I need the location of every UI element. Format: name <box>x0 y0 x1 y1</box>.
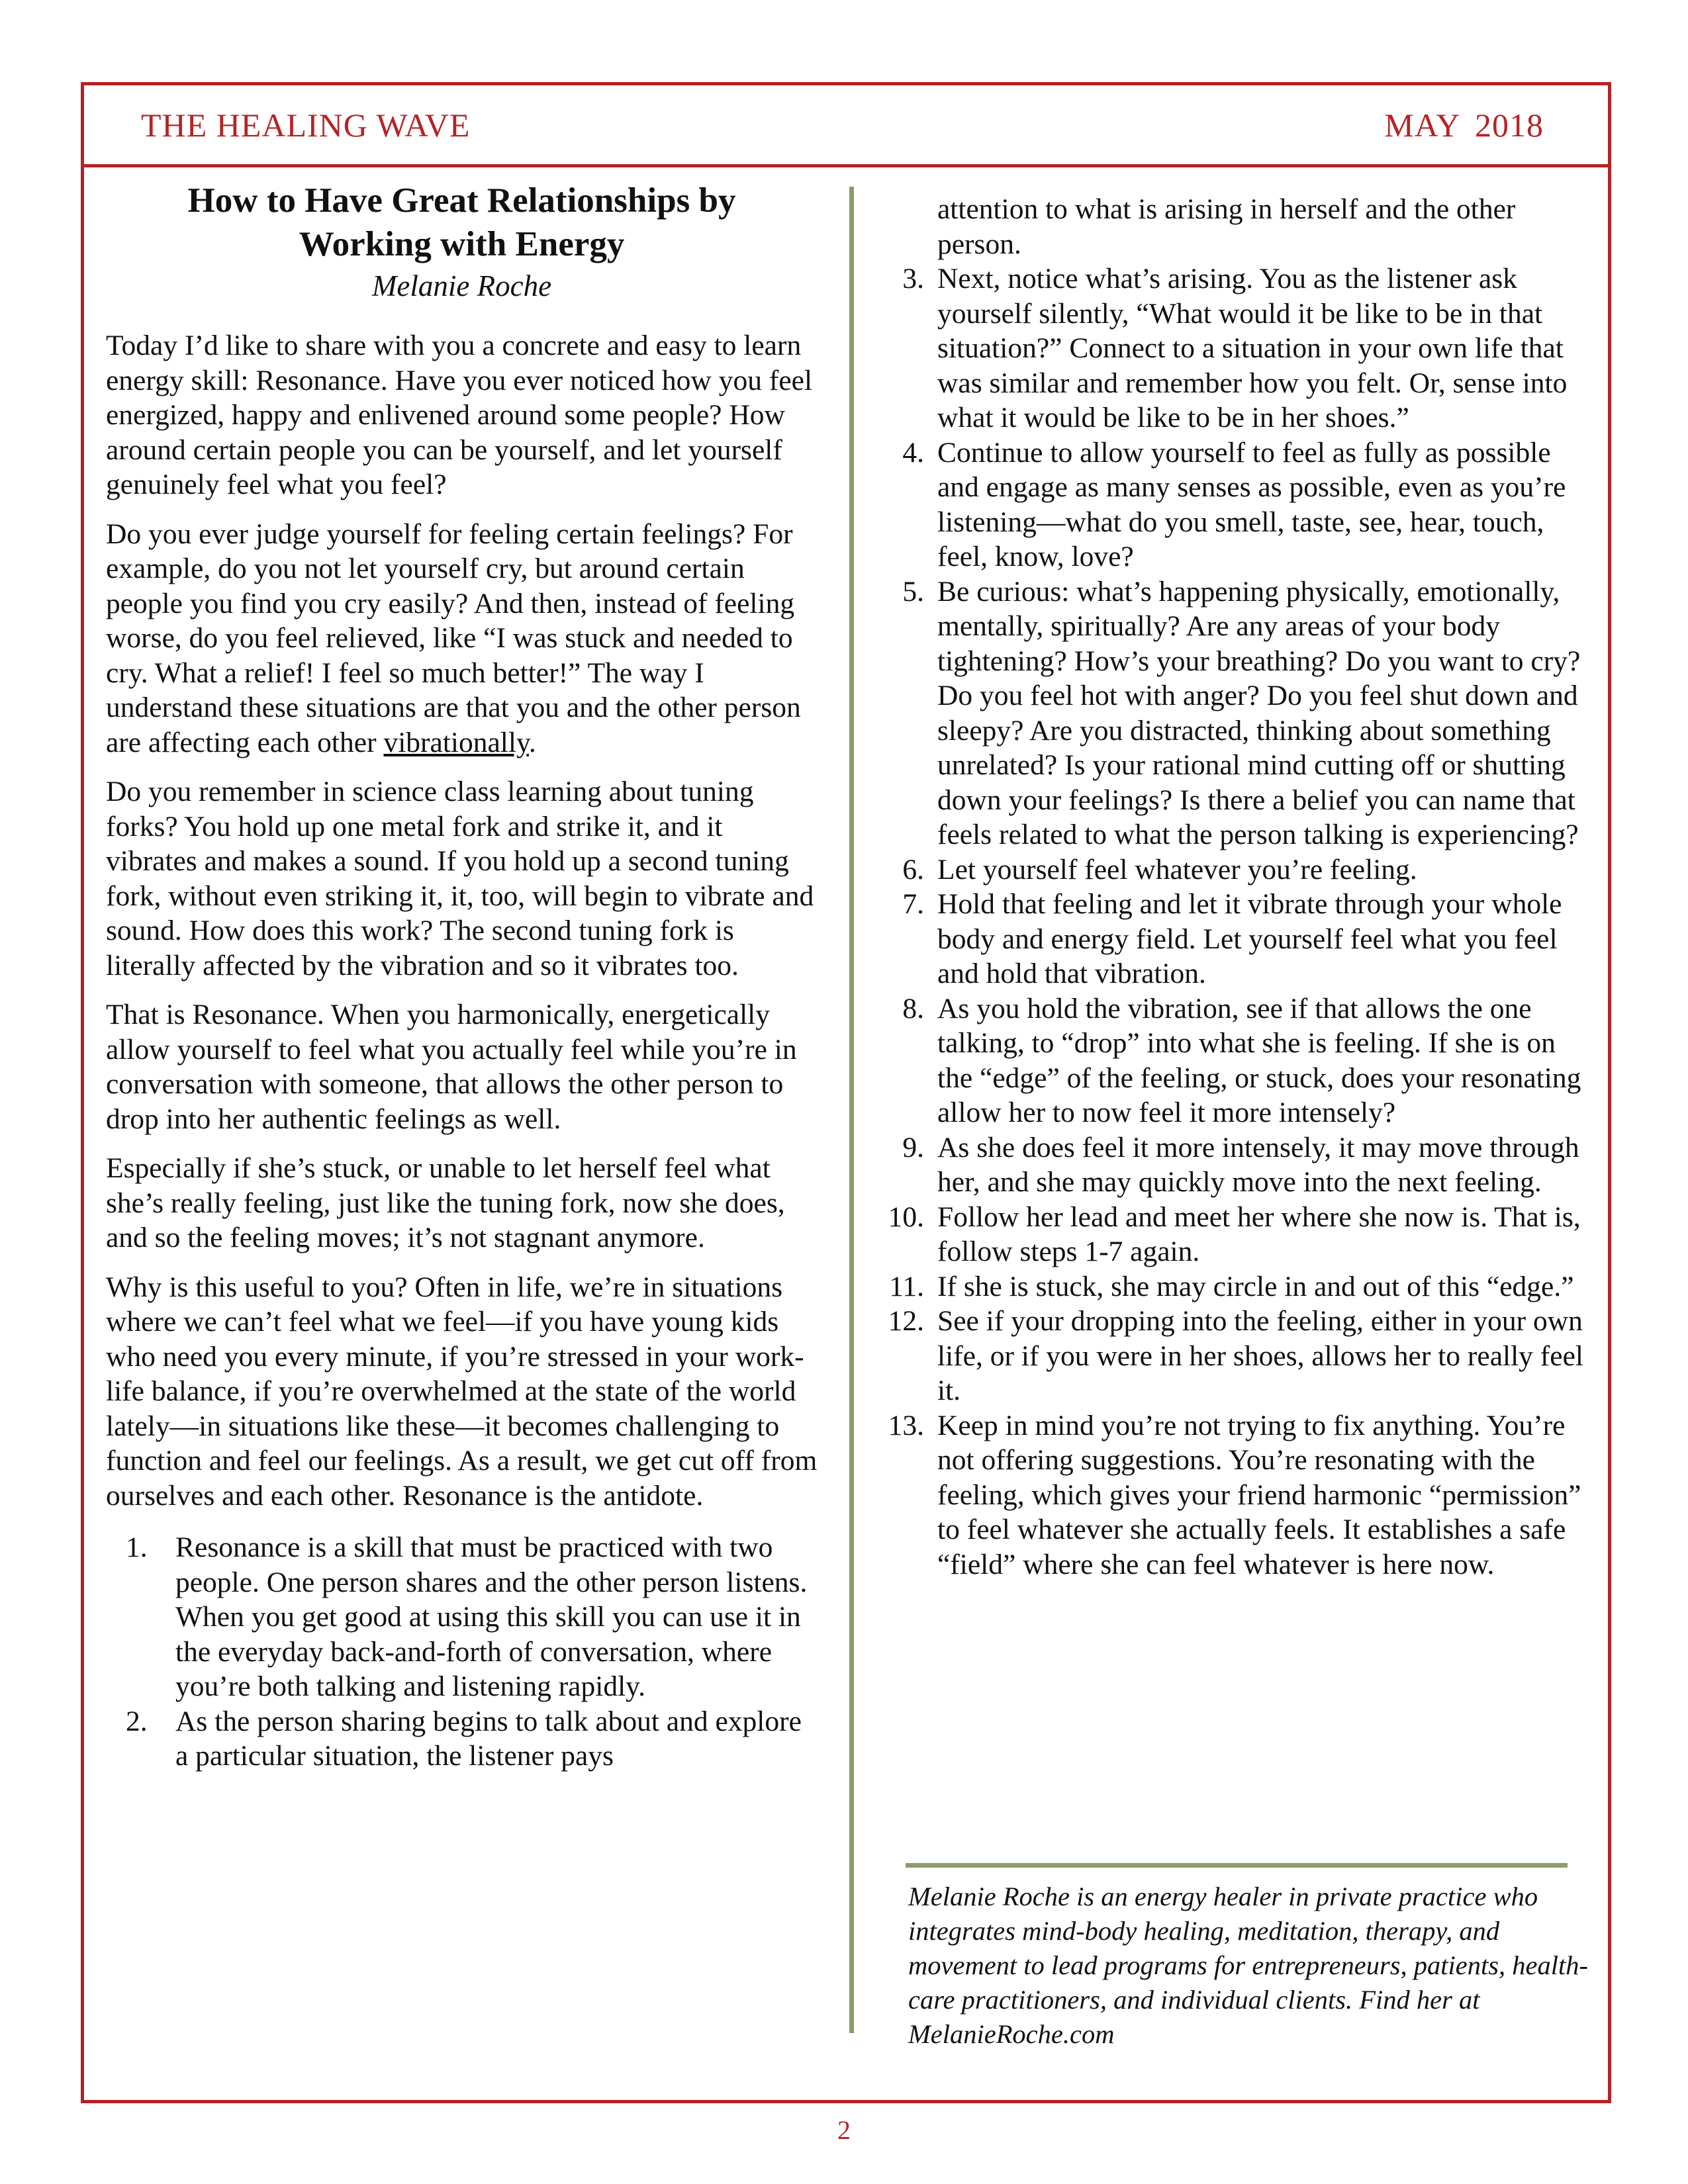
list-item <box>887 887 1589 991</box>
step-text: Resonance is a skill that must be practiced with two people. One person shares and the other person listens. When you get good at using this skill you can use it in the everyday back-and-forth of conversation, where you’re both talking and listening rapidly. <box>175 1531 808 1702</box>
step-text: If she is stuck, she may circle in and out of this “edge.” <box>937 1270 1574 1302</box>
paragraph-2 <box>106 517 818 760</box>
steps-list-right <box>887 261 1589 1582</box>
step-number: 9. <box>902 1131 924 1163</box>
list-item <box>887 991 1589 1130</box>
issue-date: MAY 2018 <box>1384 107 1544 144</box>
step-number: 10. <box>888 1201 924 1233</box>
step-number: 4. <box>902 436 924 469</box>
step-number: 1. <box>126 1531 148 1563</box>
list-item <box>106 1530 818 1704</box>
step-text: See if your dropping into the feeling, either in your own life, or if you were in her shoes, allows her to really feel it. <box>937 1305 1583 1406</box>
list-item <box>887 261 1589 435</box>
step-2-continuation: attention to what is arising in herself and the other person. <box>937 193 1516 260</box>
paragraph-5: Especially if she’s stuck, or unable to let herself feel what she’s really feeling, just like the tuning fork, now she does, and so the feeling moves; it’s not stagnant anymore. <box>106 1152 785 1253</box>
step-number: 7. <box>902 888 924 920</box>
step-number: 12. <box>888 1305 924 1337</box>
article-title: How to Have Great Relationships by Working with Energy <box>187 181 736 263</box>
list-item <box>887 1269 1589 1304</box>
column-divider <box>849 187 854 2033</box>
list-item <box>887 1130 1589 1200</box>
article-author: Melanie Roche <box>371 269 552 302</box>
vibrationally-link[interactable]: vibrationally <box>383 726 529 758</box>
step-text: Next, notice what’s arising. You as the listener ask yourself silently, “What would it be like to be in that situation?” Connect to a situation in your own life that was similar and remember how you felt. Or, sense into what it would be like to be in her shoes.” <box>937 263 1568 433</box>
step-text: Continue to allow yourself to feel as fully as possible and engage as many senses as possible, even as you’re listening—what do you smell, taste, see, hear, touch, feel, know, love? <box>937 436 1566 572</box>
list-item <box>887 852 1589 887</box>
list-item <box>887 574 1589 852</box>
step-number: 8. <box>902 992 924 1024</box>
step-number: 2. <box>126 1705 148 1737</box>
step-text: As you hold the vibration, see if that allows the one talking, to “drop” into what she is feeling. If she is on the “edge” of the feeling, or stuck, does your resonating allow her to now feel it more intensely? <box>937 992 1581 1128</box>
paragraph-6: Why is this useful to you? Often in life, we’re in situations where we can’t feel what we feel—if you have young kids who need you every minute, if you’re stressed in your work-life balance, if you’re overwhelmed at the state of the world lately—in situations like these—it becomes challenging to function and feel our feelings. As a result, we get cut off from ourselves and each other. Resonance is the antidote. <box>106 1271 818 1512</box>
paragraph-2-end: . <box>528 726 536 758</box>
author-bio: Melanie Roche is an energy healer in private practice who integrates mind-body healing, meditation, therapy, and movement to lead programs for entrepreneurs, patients, health-care practitioners, and individual clients. Find her at MelanieRoche.com <box>908 1882 1588 2049</box>
step-number: 5. <box>902 575 924 608</box>
step-number: 11. <box>889 1270 924 1302</box>
right-column <box>887 192 1589 1582</box>
list-item <box>887 1408 1589 1582</box>
steps-list-left <box>106 1530 818 1774</box>
list-item <box>887 1304 1589 1408</box>
step-number: 3. <box>902 263 924 295</box>
list-item <box>106 1704 818 1774</box>
step-text: Let yourself feel whatever you’re feeling. <box>937 853 1417 886</box>
newsletter-name: THE HEALING WAVE <box>141 107 471 144</box>
step-text: As the person sharing begins to talk about and explore a particular situation, the listener pays <box>175 1705 802 1772</box>
step-text: Keep in mind you’re not trying to fix anything. You’re not offering suggestions. You’re resonating with the feeling, which gives your friend harmonic “permission” to feel whatever she actually feels. It establishes a safe “field” where she can feel whatever is here now. <box>937 1409 1581 1580</box>
step-number: 13. <box>888 1409 924 1441</box>
step-number: 6. <box>902 853 924 886</box>
page-number: 2 <box>837 2115 851 2145</box>
paragraph-2-text: Do you ever judge yourself for feeling certain feelings? For example, do you not let yourself cry, but around certain people you find you cry easily? And then, instead of feeling worse, do you feel relieved, like “I was stuck and needed to cry. What a relief! I feel so much better!” The way I understand these situations are that you and the other person are affecting each other <box>106 518 801 758</box>
step-text: As she does feel it more intensely, it may move through her, and she may quickly move into the next feeling. <box>937 1131 1579 1198</box>
paragraph-1: Today I’d like to share with you a concrete and easy to learn energy skill: Resonance. Have you ever noticed how you feel energized, happy and enlivened around some people? How around certain people you can be yourself, and let yourself genuinely feel what you feel? <box>106 330 813 500</box>
step-text: Be curious: what’s happening physically, emotionally, mentally, spiritually? Are any areas of your body tightening? How’s your breathing? Do you want to cry? Do you feel hot with anger? Do you feel shut down and sleepy? Are you distracted, thinking about something unrelated? Is your rational mind cutting off or shutting down your feelings? Is there a belief you can name that feels related to what the person talking is experiencing? <box>937 575 1581 850</box>
step-text: Follow her lead and meet her where she now is. That is, follow steps 1-7 again. <box>937 1201 1581 1267</box>
list-item <box>887 1200 1589 1269</box>
step-text: Hold that feeling and let it vibrate through your whole body and energy field. Let yourself feel what you feel and hold that vibration. <box>937 888 1562 989</box>
list-item <box>887 435 1589 574</box>
paragraph-4: That is Resonance. When you harmonically, energetically allow yourself to feel what you actually feel while you’re in conversation with someone, that allows the other person to drop into her authentic feelings as well. <box>106 999 797 1135</box>
bio-divider <box>906 1863 1568 1868</box>
header-divider <box>81 164 1611 167</box>
left-column <box>106 179 818 1774</box>
paragraph-3: Do you remember in science class learning about tuning forks? You hold up one metal fork and strike it, and it vibrates and makes a sound. If you hold up a second tuning fork, without even striking it, it, too, will begin to vibrate and sound. How does this work? The second tuning fork is literally affected by the vibration and so it vibrates too. <box>106 776 814 981</box>
